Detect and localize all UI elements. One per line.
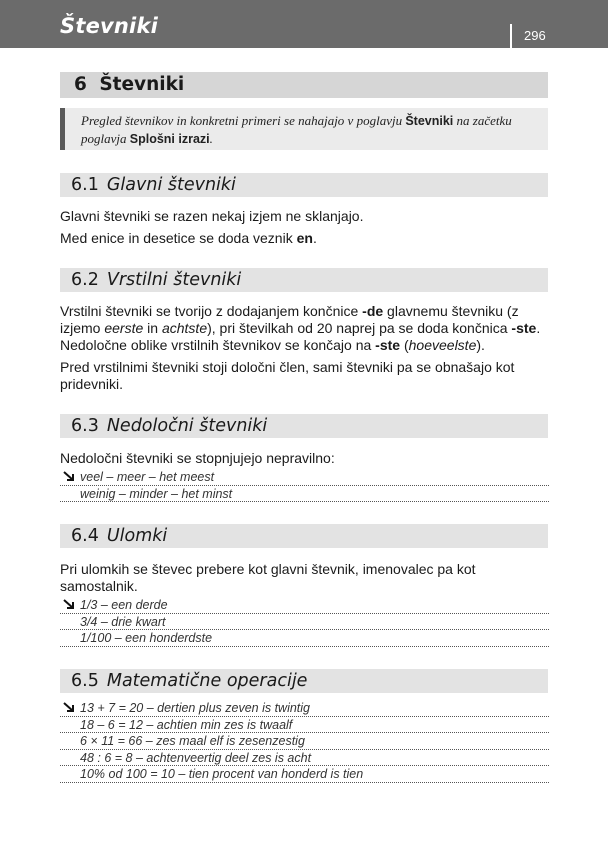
- note-link-stevniki: Števniki: [405, 114, 454, 128]
- example-row: 48 : 6 = 8 – achtenveertig deel zes is acht: [60, 750, 549, 767]
- note-text-2: na začetku poglavja: [81, 113, 512, 146]
- section-heading-6-1: [60, 173, 548, 197]
- paragraph-text: .: [312, 230, 317, 246]
- page-number: 296: [524, 28, 546, 43]
- example-row: weinig – minder – het minst: [60, 486, 549, 503]
- keyword: -de: [362, 303, 384, 319]
- section-heading-6-5: [60, 669, 548, 693]
- header-title: Števniki: [60, 14, 159, 38]
- arrow-icon: [62, 599, 76, 611]
- section-number: 6.4: [71, 526, 99, 546]
- chapter-title: Števniki: [99, 74, 185, 95]
- section-heading-6-2: [60, 268, 548, 292]
- example-word: eerste: [104, 320, 144, 336]
- chapter-heading: [60, 72, 548, 98]
- example-word: hoeveelste: [408, 337, 477, 353]
- reference-note: [60, 108, 548, 150]
- note-text-1: Pregled števnikov in konkretni primeri se nahajajo v poglavju: [81, 113, 406, 128]
- example-row: 18 – 6 = 12 – achtien min zes is twaalf: [60, 717, 549, 734]
- paragraph: Vrstilni števniki se tvorijo z dodajanjem končnice -de glavnemu števniku (z izjemo eerste in achtste), pri številkah od 20 naprej pa se doda končnica -ste. Nedoločne oblike vrstilnih števnikov se končajo na -ste (hoeveelste).: [60, 303, 541, 353]
- section-number: 6.3: [71, 416, 99, 436]
- example-row: 6 × 11 = 66 – zes maal elf is zesenzestig: [60, 733, 549, 750]
- paragraph-text: Med enice in desetice se doda veznik: [60, 230, 297, 246]
- chapter-number: 6: [74, 74, 87, 95]
- section-number: 6.1: [71, 175, 99, 195]
- note-link-splosni-izrazi: Splošni izrazi: [129, 132, 210, 146]
- example-row: 1/100 – een honderdste: [60, 630, 549, 647]
- example-list: [60, 597, 549, 647]
- example-row: veel – meer – het meest: [60, 469, 549, 486]
- example-row: 3/4 – drie kwart: [60, 614, 549, 631]
- example-row: 13 + 7 = 20 – dertien plus zeven is twintig: [60, 700, 549, 717]
- example-list: [60, 469, 549, 502]
- section-heading-6-4: [60, 524, 548, 548]
- note-text-3: .: [209, 131, 213, 146]
- section-title: Ulomki: [106, 526, 168, 546]
- example-list: [60, 700, 549, 783]
- page-header: [0, 0, 608, 48]
- section-title: Nedoločni števniki: [106, 416, 268, 436]
- arrow-icon: [62, 702, 76, 714]
- paragraph: [60, 230, 552, 247]
- section-number: 6.5: [71, 671, 99, 691]
- keyword: -ste: [375, 337, 401, 353]
- example-row: 10% od 100 = 10 – tien procent van honderd is tien: [60, 766, 549, 783]
- section-title: Matematične operacije: [106, 671, 308, 691]
- paragraph: Nedoločni števniki se stopnjujejo nepravilno:: [60, 450, 335, 466]
- section-heading-6-3: [60, 414, 548, 438]
- section-title: Vrstilni števniki: [106, 270, 242, 290]
- section-title: Glavni števniki: [106, 175, 236, 195]
- example-word: achtste: [161, 320, 208, 336]
- keyword: en: [296, 230, 313, 246]
- section-number: 6.2: [71, 270, 99, 290]
- header-separator: [510, 24, 512, 48]
- paragraph: Pred vrstilnimi števniki stoji določni člen, sami števniki pa se obnašajo kot pridevniki.: [60, 359, 515, 392]
- paragraph: Pri ulomkih se števec prebere kot glavni števnik, imenovalec pa kot samostalnik.: [60, 561, 476, 594]
- keyword: -ste: [511, 320, 537, 336]
- paragraph: Glavni števniki se razen nekaj izjem ne sklanjajo.: [60, 208, 364, 224]
- arrow-icon: [62, 471, 76, 483]
- example-row: 1/3 – een derde: [60, 597, 549, 614]
